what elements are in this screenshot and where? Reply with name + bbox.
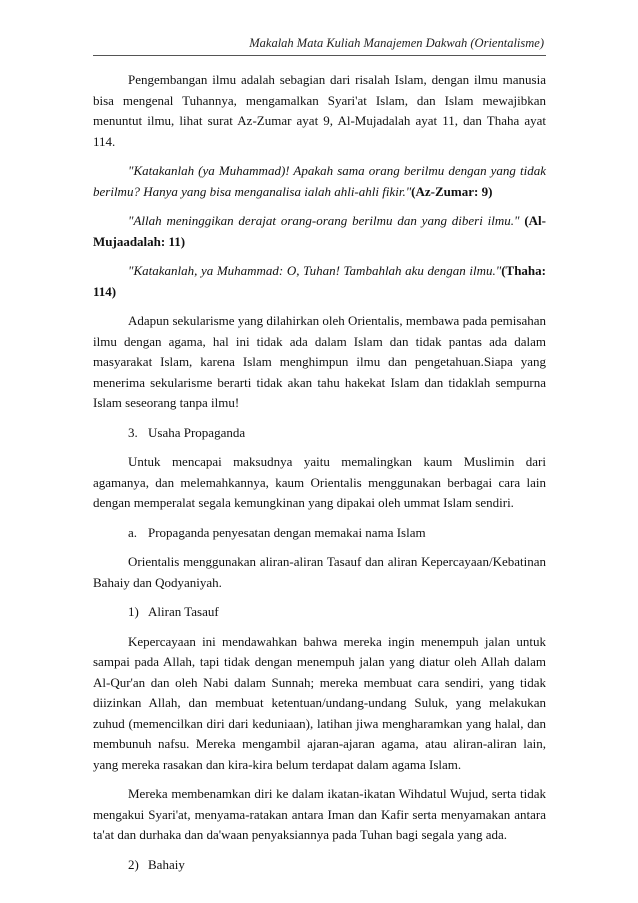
quote-text: "Katakanlah, ya Muhammad: O, Tuhan! Tambahlah aku dengan ilmu." xyxy=(128,263,502,278)
quote-al-mujaadalah xyxy=(93,211,546,252)
paragraph-wihdatul-wujud: Mereka membenamkan diri ke dalam ikatan-ikatan Wihdatul Wujud, serta tidak mengakui Syari'at, menyama-ratakan antara Iman dan Kafir serta menyamakan antara ta'at dan durhaka dan da'waan penyaksiannya pada Tuhan bagi segala yang ada. xyxy=(93,786,546,842)
section-2-heading xyxy=(93,855,546,876)
quote-reference: (Thaha: 114) xyxy=(93,263,546,299)
paragraph-kepercayaan: Kepercayaan ini mendawahkan bahwa mereka ingin menempuh jalan untuk sampai pada Allah, tapi tidak dengan menempuh jalan yang diatur oleh Allah dalam Al-Qur'an dan oleh Nabi dalam Sunnah; mereka membuat cara sendiri, yang tidak diizinkan Allah, dan membuat ketentuan/undang-undang Suluk, yang melakukan zuhud (memencilkan diri dari keduniaan), latihan jiwa mengharamkan yang halal, dan membunuh nafsu. Mereka mengambil ajaran-ajaran agama, atau aliran-aliran lain, yang mereka rasakan dan kira-kira belum terdapat dalam agama Islam. xyxy=(93,633,546,772)
paragraph-propaganda: Untuk mencapai maksudnya yaitu memalingkan kaum Muslimin dari agamanya, dan melemahkannya, kaum Orientalis menggunakan berbagai cara lain dengan memperalat segala kemungkinan yang dipakai oleh ummat Islam sendiri. xyxy=(93,454,546,510)
quote-reference: (Al-Mujaadalah: 11) xyxy=(93,213,546,249)
quote-az-zumar xyxy=(93,161,546,202)
section-number: a. xyxy=(128,524,138,540)
section-number: 2) xyxy=(128,856,139,872)
page-content xyxy=(93,70,546,884)
section-label: Usaha Propaganda xyxy=(148,424,246,440)
section-number: 3. xyxy=(128,424,138,440)
paragraph-sekularisme: Adapun sekularisme yang dilahirkan oleh Orientalis, membawa pada pemisahan ilmu dengan agama, hal ini tidak ada dalam Islam dan tidak pantas ada dalam masyarakat Islam, karena Islam menghimpun ilmu dan pengetahuan.Siapa yang menerima sekularisme berarti tidak akan tahu hakekat Islam dan tidaklah sempurna Islam seseorang tanpa ilmu! xyxy=(93,313,546,410)
section-label: Bahaiy xyxy=(148,856,185,872)
quote-thaha xyxy=(93,261,546,302)
section-number: 1) xyxy=(128,604,139,619)
quote-text: "Allah meninggikan derajat orang-orang berilmu dan yang diberi ilmu." xyxy=(128,213,525,228)
section-a-heading xyxy=(93,523,546,544)
page-header: Makalah Mata Kuliah Manajemen Dakwah (Orientalisme) xyxy=(249,36,544,50)
quote-reference: (Az-Zumar: 9) xyxy=(411,183,493,199)
section-3-heading xyxy=(93,423,546,444)
section-label: Aliran Tasauf xyxy=(148,604,219,619)
section-1-heading xyxy=(93,602,546,623)
quote-text: "Katakanlah (ya Muhammad)! Apakah sama orang berilmu dengan yang tidak berilmu? Hanya yang bisa menganalisa ialah ahli-ahli fikir." xyxy=(93,163,546,199)
section-label: Propaganda penyesatan dengan memakai nama Islam xyxy=(148,524,426,540)
paragraph-ilmu: Pengembangan ilmu adalah sebagian dari risalah Islam, dengan ilmu manusia bisa mengenal Tuhannya, mengamalkan Syari'at Islam, dan Islam mewajibkan menuntut ilmu, lihat surat Az-Zumar ayat 9, Al-Mujadalah ayat 11, dan Thaha ayat 114. xyxy=(93,72,546,149)
header-rule xyxy=(93,55,546,56)
paragraph-orientalis: Orientalis menggunakan aliran-aliran Tasauf dan aliran Kepercayaan/Kebatinan Bahaiy dan Qodyaniyah. xyxy=(93,554,546,590)
